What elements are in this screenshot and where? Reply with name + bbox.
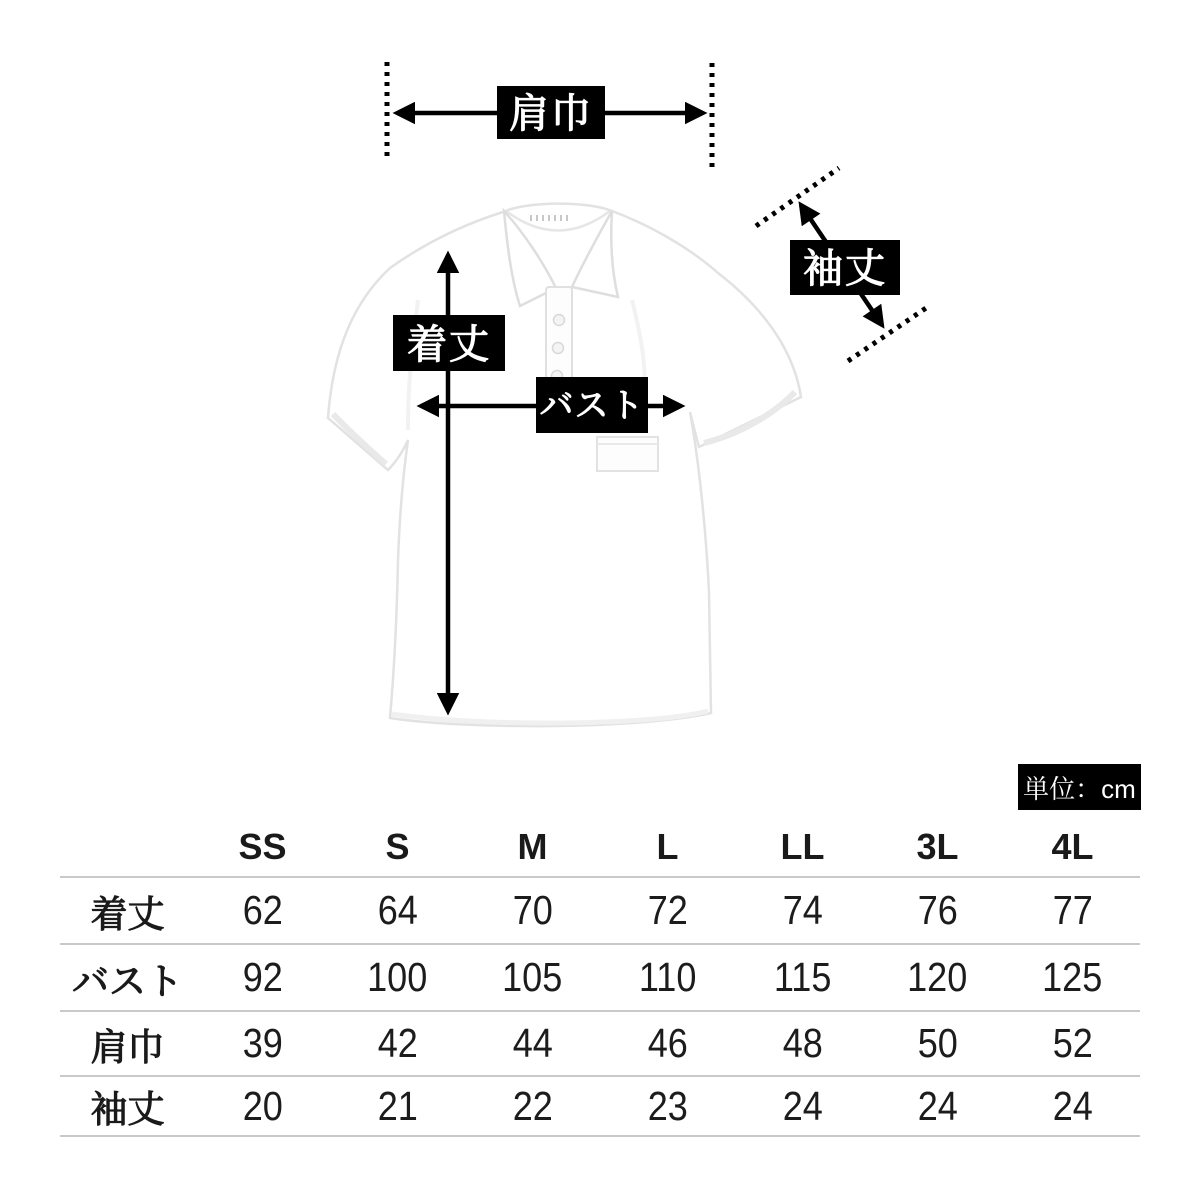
size-cell (600, 945, 735, 1010)
size-value: 110 (638, 954, 697, 1000)
polo-shirt-illustration (328, 204, 801, 727)
size-value: 24 (782, 1082, 823, 1129)
size-col-header: 4L (1051, 826, 1094, 867)
size-value: 20 (242, 1082, 283, 1129)
size-col-header: M (517, 826, 548, 867)
body-length-label: 着丈 (407, 323, 491, 367)
shirt-body (328, 204, 801, 727)
size-cell (735, 1077, 870, 1135)
size-cell (465, 878, 600, 943)
size-cell (600, 1012, 735, 1075)
size-value: 46 (647, 1020, 688, 1066)
size-col-header: SS (238, 826, 287, 867)
size-value: 125 (1042, 954, 1103, 1000)
size-value: 52 (1052, 1020, 1093, 1066)
size-cell (195, 878, 330, 943)
size-cell (1005, 1077, 1140, 1135)
size-cell (330, 1077, 465, 1135)
size-value: 120 (907, 954, 968, 1000)
table-row-sleeve (60, 1077, 1140, 1137)
size-cell (870, 878, 1005, 943)
row-label: 着丈 (90, 893, 165, 935)
row-label: バスト (72, 960, 183, 1002)
sleeve-guide-bottom (848, 306, 929, 361)
sleeve-guide-top (756, 168, 839, 226)
size-col-header: 3L (916, 826, 959, 867)
unit-badge: 単位：cm (1018, 764, 1141, 810)
button (553, 343, 564, 354)
row-label: 肩巾 (90, 1026, 165, 1068)
table-row-length (60, 878, 1140, 945)
size-value: 76 (917, 887, 958, 933)
size-cell (195, 945, 330, 1010)
size-value: 23 (647, 1082, 688, 1129)
size-cell (465, 1077, 600, 1135)
size-value: 100 (367, 954, 428, 1000)
size-cell (1005, 945, 1140, 1010)
size-cell (330, 1012, 465, 1075)
size-cell (330, 878, 465, 943)
bust-label: バスト (539, 387, 645, 425)
sleeve-length-label: 袖丈 (803, 247, 887, 291)
size-value: 92 (242, 954, 283, 1000)
size-cell (870, 945, 1005, 1010)
table-row-bust (60, 945, 1140, 1012)
size-cell (195, 1012, 330, 1075)
size-cell (735, 878, 870, 943)
size-table-header-row (60, 818, 1140, 878)
size-cell (870, 1012, 1005, 1075)
size-cell (465, 945, 600, 1010)
size-value: 42 (377, 1020, 418, 1066)
size-value: 64 (377, 887, 418, 933)
size-value: 50 (917, 1020, 958, 1066)
size-cell (330, 945, 465, 1010)
size-value: 115 (773, 954, 832, 1000)
size-value: 77 (1052, 887, 1093, 933)
size-col-header: LL (780, 826, 825, 867)
row-label: 袖丈 (90, 1089, 165, 1130)
size-cell (600, 878, 735, 943)
size-col-header: S (385, 826, 410, 867)
size-table (60, 818, 1140, 1137)
size-value: 105 (502, 954, 563, 1000)
size-value: 22 (512, 1082, 553, 1129)
size-value: 24 (1052, 1082, 1093, 1129)
button (554, 315, 565, 326)
table-row-shoulder (60, 1012, 1140, 1077)
size-cell (735, 1012, 870, 1075)
size-cell (1005, 878, 1140, 943)
size-value: 48 (782, 1020, 823, 1066)
size-cell (870, 1077, 1005, 1135)
size-cell (735, 945, 870, 1010)
size-value: 70 (512, 887, 553, 933)
size-value: 74 (782, 887, 823, 933)
size-value: 44 (512, 1020, 553, 1066)
size-value: 62 (242, 887, 283, 933)
size-cell (195, 1077, 330, 1135)
shoulder-width-label: 肩巾 (509, 92, 593, 136)
size-value: 24 (917, 1082, 958, 1129)
size-col-header: L (656, 826, 679, 867)
sleeve-length-annotation (756, 168, 929, 361)
size-cell (600, 1077, 735, 1135)
size-value: 39 (242, 1020, 283, 1066)
size-cell (465, 1012, 600, 1075)
size-cell (1005, 1012, 1140, 1075)
size-table-corner (60, 818, 195, 876)
size-value: 72 (647, 887, 688, 933)
shoulder-width-annotation (387, 62, 712, 167)
chest-pocket (597, 437, 658, 471)
size-value: 21 (377, 1082, 418, 1129)
